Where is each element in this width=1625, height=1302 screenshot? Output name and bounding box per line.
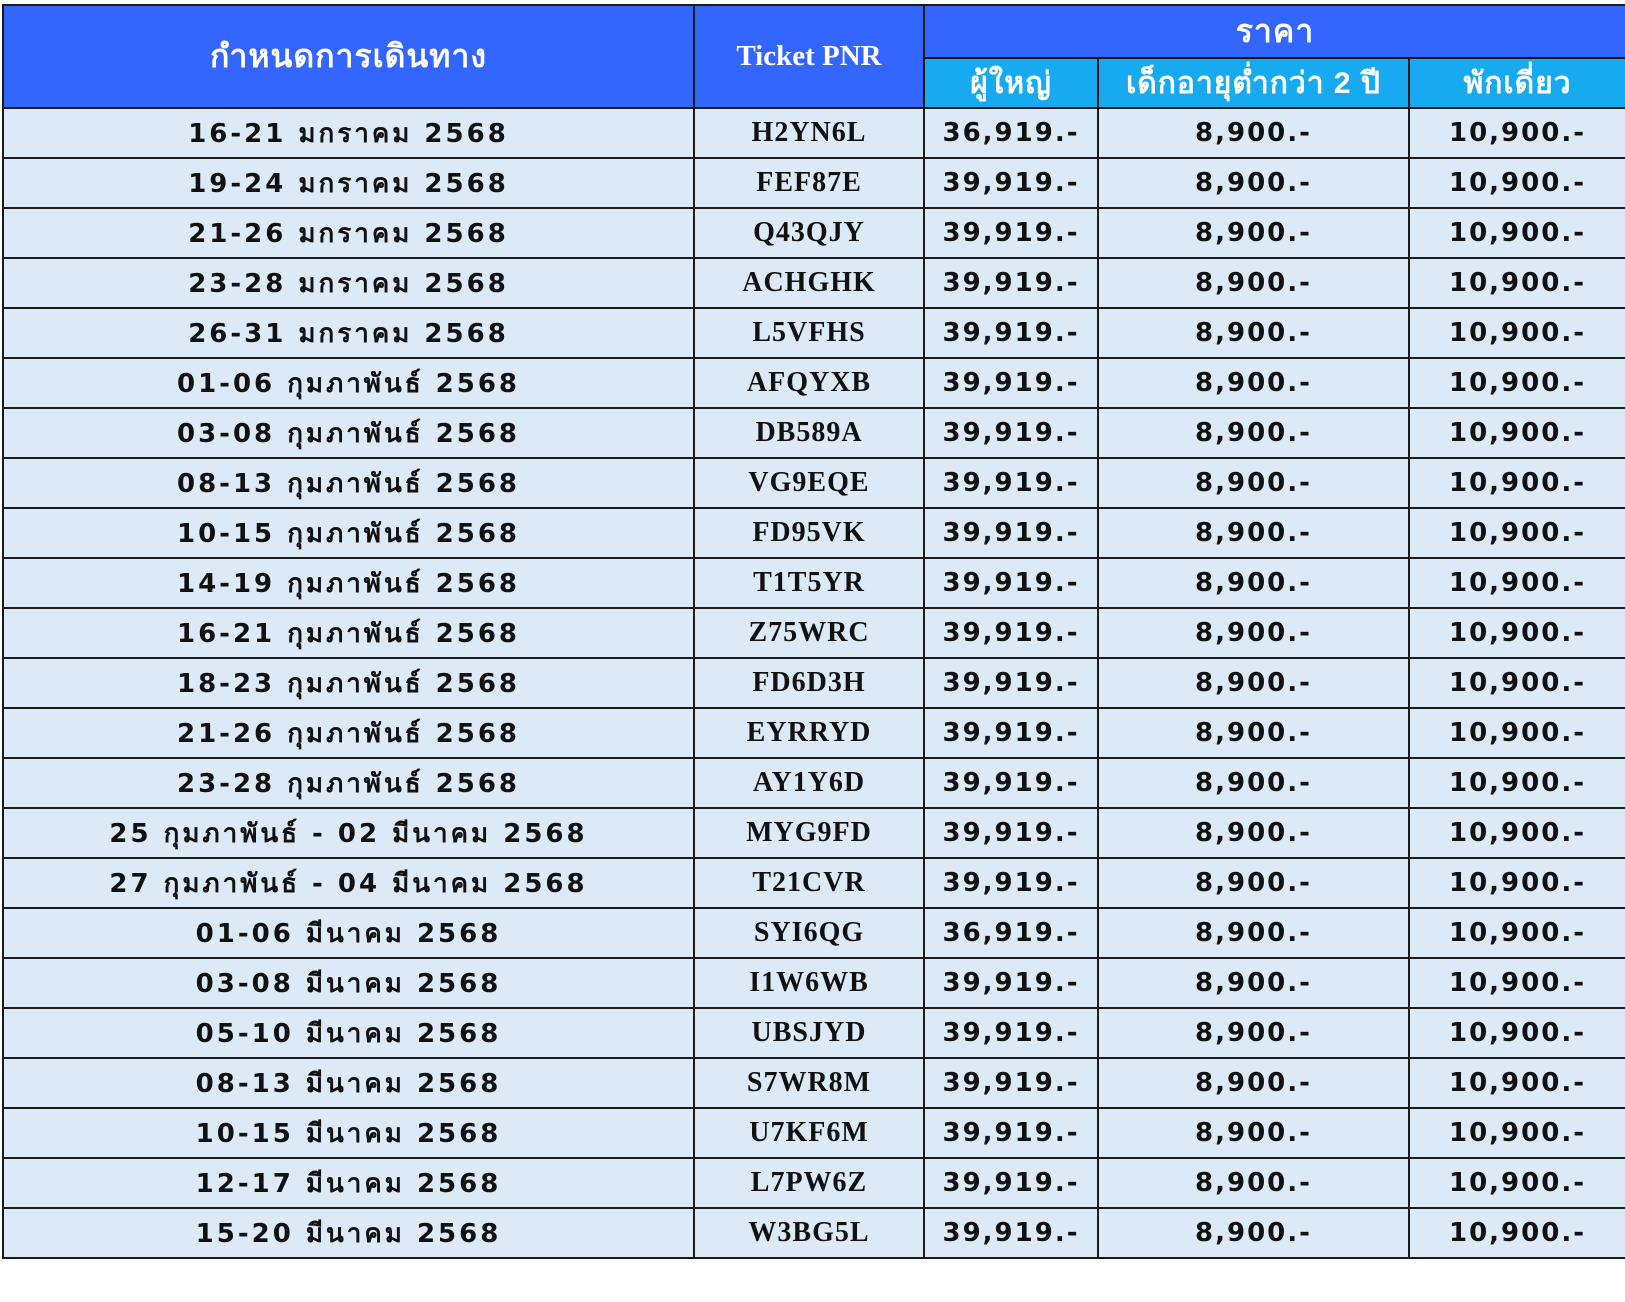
ticket-pnr-cell: U7KF6M bbox=[694, 1108, 924, 1158]
ticket-pnr-cell: FD95VK bbox=[694, 508, 924, 558]
ticket-pnr-cell: SYI6QG bbox=[694, 908, 924, 958]
infant-price-cell: 8,900.- bbox=[1098, 208, 1409, 258]
table-row bbox=[3, 658, 1625, 708]
table-row bbox=[3, 108, 1625, 158]
adult-price-cell: 39,919.- bbox=[924, 408, 1098, 458]
ticket-pnr-cell: T1T5YR bbox=[694, 558, 924, 608]
adult-price-cell: 39,919.- bbox=[924, 458, 1098, 508]
table-row bbox=[3, 758, 1625, 808]
infant-price-cell: 8,900.- bbox=[1098, 1008, 1409, 1058]
travel-date-cell: 10-15 มีนาคม 2568 bbox=[3, 1108, 694, 1158]
ticket-pnr-cell: W3BG5L bbox=[694, 1208, 924, 1258]
travel-date-cell: 08-13 มีนาคม 2568 bbox=[3, 1058, 694, 1108]
ticket-pnr-cell: FEF87E bbox=[694, 158, 924, 208]
infant-price-cell: 8,900.- bbox=[1098, 1058, 1409, 1108]
infant-price-cell: 8,900.- bbox=[1098, 458, 1409, 508]
ticket-pnr-cell: UBSJYD bbox=[694, 1008, 924, 1058]
travel-date-cell: 23-28 กุมภาพันธ์ 2568 bbox=[3, 758, 694, 808]
single-supplement-cell: 10,900.- bbox=[1409, 1158, 1625, 1208]
ticket-pnr-cell: VG9EQE bbox=[694, 458, 924, 508]
table-row bbox=[3, 358, 1625, 408]
infant-price-cell: 8,900.- bbox=[1098, 358, 1409, 408]
ticket-pnr-cell: H2YN6L bbox=[694, 108, 924, 158]
infant-price-cell: 8,900.- bbox=[1098, 1208, 1409, 1258]
single-supplement-cell: 10,900.- bbox=[1409, 1008, 1625, 1058]
adult-price-cell: 39,919.- bbox=[924, 308, 1098, 358]
header-price-group: ราคา bbox=[924, 5, 1625, 58]
travel-date-cell: 14-19 กุมภาพันธ์ 2568 bbox=[3, 558, 694, 608]
infant-price-cell: 8,900.- bbox=[1098, 258, 1409, 308]
table-row bbox=[3, 508, 1625, 558]
infant-price-cell: 8,900.- bbox=[1098, 308, 1409, 358]
ticket-pnr-cell: S7WR8M bbox=[694, 1058, 924, 1108]
ticket-pnr-cell: DB589A bbox=[694, 408, 924, 458]
ticket-pnr-cell: EYRRYD bbox=[694, 708, 924, 758]
ticket-pnr-cell: Z75WRC bbox=[694, 608, 924, 658]
travel-date-cell: 12-17 มีนาคม 2568 bbox=[3, 1158, 694, 1208]
single-supplement-cell: 10,900.- bbox=[1409, 958, 1625, 1008]
ticket-pnr-cell: AFQYXB bbox=[694, 358, 924, 408]
travel-date-cell: 08-13 กุมภาพันธ์ 2568 bbox=[3, 458, 694, 508]
single-supplement-cell: 10,900.- bbox=[1409, 758, 1625, 808]
ticket-pnr-cell: I1W6WB bbox=[694, 958, 924, 1008]
adult-price-cell: 36,919.- bbox=[924, 908, 1098, 958]
infant-price-cell: 8,900.- bbox=[1098, 158, 1409, 208]
travel-date-cell: 18-23 กุมภาพันธ์ 2568 bbox=[3, 658, 694, 708]
single-supplement-cell: 10,900.- bbox=[1409, 608, 1625, 658]
adult-price-cell: 39,919.- bbox=[924, 658, 1098, 708]
travel-date-cell: 01-06 มีนาคม 2568 bbox=[3, 908, 694, 958]
adult-price-cell: 39,919.- bbox=[924, 508, 1098, 558]
travel-date-cell: 03-08 มีนาคม 2568 bbox=[3, 958, 694, 1008]
table-body bbox=[3, 108, 1625, 1258]
adult-price-cell: 39,919.- bbox=[924, 158, 1098, 208]
infant-price-cell: 8,900.- bbox=[1098, 1158, 1409, 1208]
travel-date-cell: 03-08 กุมภาพันธ์ 2568 bbox=[3, 408, 694, 458]
header-infant-price: เด็กอายุต่ำกว่า 2 ปี bbox=[1098, 58, 1409, 108]
ticket-pnr-cell: T21CVR bbox=[694, 858, 924, 908]
table-row bbox=[3, 808, 1625, 858]
single-supplement-cell: 10,900.- bbox=[1409, 908, 1625, 958]
table-row bbox=[3, 1108, 1625, 1158]
adult-price-cell: 39,919.- bbox=[924, 808, 1098, 858]
travel-date-cell: 01-06 กุมภาพันธ์ 2568 bbox=[3, 358, 694, 408]
table-row bbox=[3, 558, 1625, 608]
ticket-pnr-cell: Q43QJY bbox=[694, 208, 924, 258]
travel-date-cell: 26-31 มกราคม 2568 bbox=[3, 308, 694, 358]
header-single-supplement: พักเดี่ยว bbox=[1409, 58, 1625, 108]
table-row bbox=[3, 1158, 1625, 1208]
travel-date-cell: 16-21 มกราคม 2568 bbox=[3, 108, 694, 158]
table-row bbox=[3, 158, 1625, 208]
ticket-pnr-cell: FD6D3H bbox=[694, 658, 924, 708]
adult-price-cell: 39,919.- bbox=[924, 858, 1098, 908]
single-supplement-cell: 10,900.- bbox=[1409, 558, 1625, 608]
travel-date-cell: 19-24 มกราคม 2568 bbox=[3, 158, 694, 208]
travel-date-cell: 23-28 มกราคม 2568 bbox=[3, 258, 694, 308]
header-ticket-pnr: Ticket PNR bbox=[694, 5, 924, 108]
travel-schedule-table bbox=[2, 4, 1625, 1259]
infant-price-cell: 8,900.- bbox=[1098, 608, 1409, 658]
single-supplement-cell: 10,900.- bbox=[1409, 408, 1625, 458]
ticket-pnr-cell: ACHGHK bbox=[694, 258, 924, 308]
adult-price-cell: 39,919.- bbox=[924, 1008, 1098, 1058]
infant-price-cell: 8,900.- bbox=[1098, 108, 1409, 158]
table-row bbox=[3, 208, 1625, 258]
table-row bbox=[3, 908, 1625, 958]
infant-price-cell: 8,900.- bbox=[1098, 808, 1409, 858]
ticket-pnr-cell: L5VFHS bbox=[694, 308, 924, 358]
single-supplement-cell: 10,900.- bbox=[1409, 458, 1625, 508]
adult-price-cell: 39,919.- bbox=[924, 208, 1098, 258]
table-row bbox=[3, 408, 1625, 458]
table-row bbox=[3, 1208, 1625, 1258]
infant-price-cell: 8,900.- bbox=[1098, 858, 1409, 908]
single-supplement-cell: 10,900.- bbox=[1409, 808, 1625, 858]
table-row bbox=[3, 258, 1625, 308]
travel-date-cell: 05-10 มีนาคม 2568 bbox=[3, 1008, 694, 1058]
infant-price-cell: 8,900.- bbox=[1098, 758, 1409, 808]
infant-price-cell: 8,900.- bbox=[1098, 408, 1409, 458]
infant-price-cell: 8,900.- bbox=[1098, 658, 1409, 708]
adult-price-cell: 39,919.- bbox=[924, 958, 1098, 1008]
table-header bbox=[3, 5, 1625, 108]
adult-price-cell: 36,919.- bbox=[924, 108, 1098, 158]
travel-date-cell: 27 กุมภาพันธ์ - 04 มีนาคม 2568 bbox=[3, 858, 694, 908]
infant-price-cell: 8,900.- bbox=[1098, 508, 1409, 558]
adult-price-cell: 39,919.- bbox=[924, 558, 1098, 608]
adult-price-cell: 39,919.- bbox=[924, 608, 1098, 658]
travel-date-cell: 16-21 กุมภาพันธ์ 2568 bbox=[3, 608, 694, 658]
adult-price-cell: 39,919.- bbox=[924, 708, 1098, 758]
single-supplement-cell: 10,900.- bbox=[1409, 208, 1625, 258]
table-row bbox=[3, 858, 1625, 908]
adult-price-cell: 39,919.- bbox=[924, 1058, 1098, 1108]
ticket-pnr-cell: MYG9FD bbox=[694, 808, 924, 858]
travel-date-cell: 10-15 กุมภาพันธ์ 2568 bbox=[3, 508, 694, 558]
single-supplement-cell: 10,900.- bbox=[1409, 358, 1625, 408]
table-row bbox=[3, 708, 1625, 758]
adult-price-cell: 39,919.- bbox=[924, 258, 1098, 308]
single-supplement-cell: 10,900.- bbox=[1409, 158, 1625, 208]
single-supplement-cell: 10,900.- bbox=[1409, 508, 1625, 558]
header-adult-price: ผู้ใหญ่ bbox=[924, 58, 1098, 108]
ticket-pnr-cell: AY1Y6D bbox=[694, 758, 924, 808]
infant-price-cell: 8,900.- bbox=[1098, 708, 1409, 758]
header-travel-date: กำหนดการเดินทาง bbox=[3, 5, 694, 108]
adult-price-cell: 39,919.- bbox=[924, 1108, 1098, 1158]
single-supplement-cell: 10,900.- bbox=[1409, 858, 1625, 908]
travel-date-cell: 21-26 มกราคม 2568 bbox=[3, 208, 694, 258]
table-row bbox=[3, 458, 1625, 508]
infant-price-cell: 8,900.- bbox=[1098, 958, 1409, 1008]
adult-price-cell: 39,919.- bbox=[924, 758, 1098, 808]
adult-price-cell: 39,919.- bbox=[924, 1158, 1098, 1208]
ticket-pnr-cell: L7PW6Z bbox=[694, 1158, 924, 1208]
single-supplement-cell: 10,900.- bbox=[1409, 1108, 1625, 1158]
travel-date-cell: 15-20 มีนาคม 2568 bbox=[3, 1208, 694, 1258]
single-supplement-cell: 10,900.- bbox=[1409, 308, 1625, 358]
infant-price-cell: 8,900.- bbox=[1098, 908, 1409, 958]
single-supplement-cell: 10,900.- bbox=[1409, 658, 1625, 708]
travel-date-cell: 21-26 กุมภาพันธ์ 2568 bbox=[3, 708, 694, 758]
table-row bbox=[3, 958, 1625, 1008]
adult-price-cell: 39,919.- bbox=[924, 358, 1098, 408]
single-supplement-cell: 10,900.- bbox=[1409, 1058, 1625, 1108]
infant-price-cell: 8,900.- bbox=[1098, 1108, 1409, 1158]
single-supplement-cell: 10,900.- bbox=[1409, 1208, 1625, 1258]
single-supplement-cell: 10,900.- bbox=[1409, 708, 1625, 758]
single-supplement-cell: 10,900.- bbox=[1409, 108, 1625, 158]
table-row bbox=[3, 608, 1625, 658]
table-row bbox=[3, 1008, 1625, 1058]
table-row bbox=[3, 308, 1625, 358]
adult-price-cell: 39,919.- bbox=[924, 1208, 1098, 1258]
single-supplement-cell: 10,900.- bbox=[1409, 258, 1625, 308]
travel-date-cell: 25 กุมภาพันธ์ - 02 มีนาคม 2568 bbox=[3, 808, 694, 858]
table-row bbox=[3, 1058, 1625, 1108]
infant-price-cell: 8,900.- bbox=[1098, 558, 1409, 608]
